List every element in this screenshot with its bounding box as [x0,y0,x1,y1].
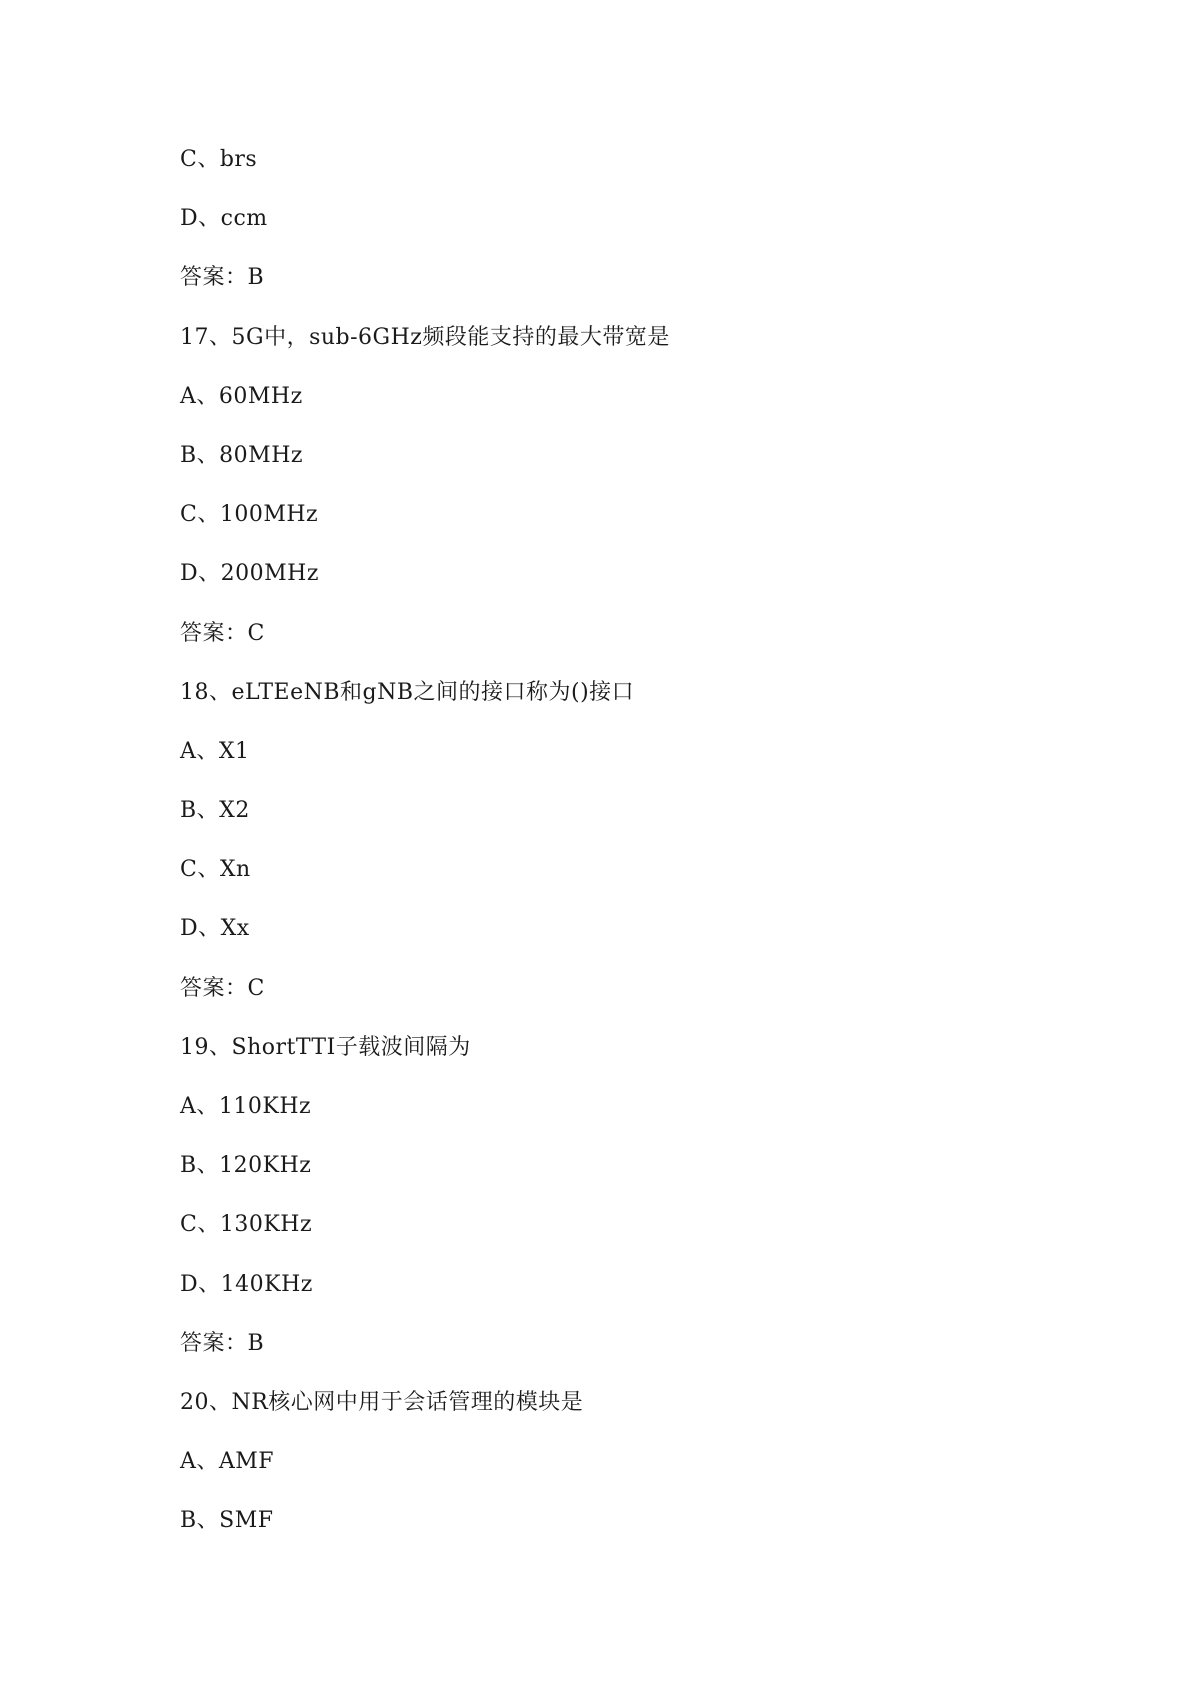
option-a-q20: A、AMF [180,1449,275,1475]
option-d-q17: D、200MHz [180,561,319,587]
question-19: 19、ShortTTI子载波间隔为 [180,1034,471,1060]
option-d-q18: D、Xx [180,916,250,942]
option-c-q16: C、brs [180,147,258,172]
option-c-q19: C、130KHz [180,1212,313,1238]
option-b-q20: B、SMF [180,1508,274,1534]
question-20: 20、NR核心网中用于会话管理的模块是 [180,1389,584,1415]
option-a-q18: A、X1 [180,738,250,764]
answer-q16: 答案：B [180,265,265,291]
option-a-q19: A、110KHz [180,1094,312,1119]
option-a-q17: A、60MHz [180,383,303,409]
answer-q18: 答案：C [180,975,265,1001]
option-c-q18: C、Xn [180,857,251,883]
option-b-q19: B、120KHz [180,1153,312,1179]
question-18: 18、eLTEeNB和gNB之间的接口称为()接口 [180,679,635,705]
option-d-q16: D、ccm [180,206,268,232]
question-17: 17、5G中，sub-6GHz频段能支持的最大带宽是 [180,324,670,350]
option-d-q19: D、140KHz [180,1271,313,1297]
answer-q19: 答案：B [180,1330,265,1356]
question-list [180,140,1080,1561]
option-b-q17: B、80MHz [180,442,303,468]
option-c-q17: C、100MHz [180,502,319,528]
option-b-q18: B、X2 [180,798,250,824]
answer-q17: 答案：C [180,620,265,646]
